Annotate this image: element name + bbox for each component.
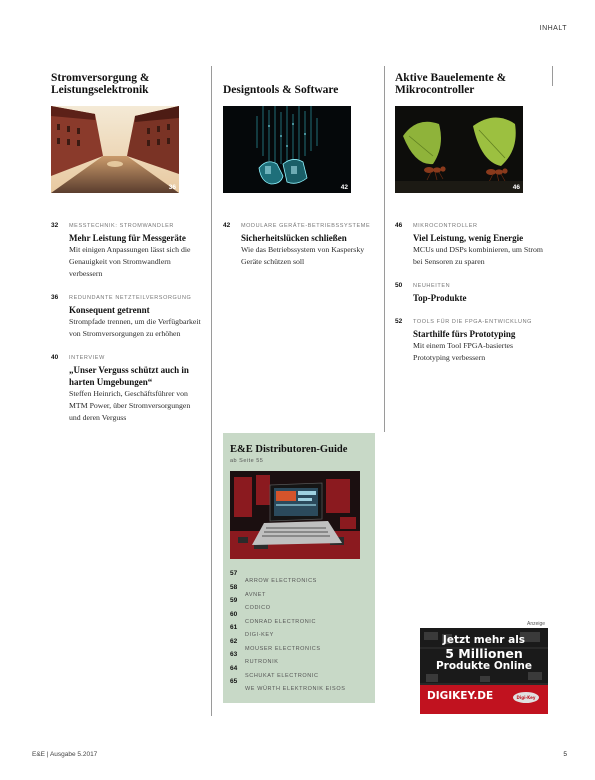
circuit-board-laptop-photo[interactable] (230, 471, 360, 559)
page-number: 42 (223, 222, 231, 229)
article-description: Mit einem Tool FPGA-basiertes Prototyping verbessern (413, 341, 514, 362)
article-title: „Unser Verguss schützt auch in harten Umgebungen“ (69, 365, 189, 387)
column-components (395, 72, 545, 378)
guide-entry[interactable] (230, 583, 368, 597)
page-number: 46 (395, 222, 403, 229)
guide-title: E&E Distributoren-Guide (230, 444, 348, 455)
page-number: 50 (395, 282, 403, 289)
toc-entry[interactable] (51, 354, 201, 424)
toc-entry[interactable] (395, 282, 545, 304)
page-number: 64 (230, 664, 238, 672)
article-title: Konsequent getrennt (69, 305, 150, 315)
guide-entry[interactable] (230, 650, 368, 664)
digikey-logo-icon: Digi-Key (511, 690, 541, 705)
toc-entry[interactable] (51, 222, 201, 280)
digital-hand-photo[interactable] (223, 106, 351, 193)
article-category: MODULARE GERÄTE-BETRIEBSSYSTEME (241, 223, 371, 229)
guide-subtitle: ab Seite 55 (230, 458, 264, 464)
distributor-name: WE WÜRTH ELEKTRONIK EISOS (245, 686, 346, 692)
distributor-name: MOUSER ELECTRONICS (245, 645, 321, 652)
article-title: Sicherheitslücken schließen (241, 233, 347, 243)
article-category: REDUNDANTE NETZTEILVERSORGUNG (69, 295, 192, 301)
distributor-name: SCHUKAT ELECTRONIC (245, 672, 319, 679)
image-page-number: 46 (512, 184, 520, 191)
column-divider (384, 66, 385, 432)
guide-entry[interactable] (230, 596, 368, 610)
article-description: Wie das Betriebssystem von Kaspersky Geräte schützen soll (241, 245, 365, 266)
page-number: 59 (230, 597, 238, 604)
page-number: 65 (230, 678, 238, 685)
footer-page-number: 5 (563, 751, 567, 758)
toc-entry[interactable] (395, 222, 545, 268)
article-category: INTERVIEW (69, 355, 105, 361)
column-divider (211, 66, 212, 716)
column-title: Designtools & Software (223, 84, 339, 96)
ad-line-3: Produkte Online (435, 660, 533, 672)
distributor-name: DIGI-KEY (245, 632, 274, 638)
distributor-name: ARROW ELECTRONICS (245, 578, 317, 584)
guide-entry[interactable] (230, 569, 368, 583)
page-number: 63 (230, 651, 238, 658)
article-category: MESSTECHNIK: STROMWANDLER (69, 223, 174, 229)
distributor-name: CONRAD ELECTRONIC (245, 618, 317, 625)
article-category: TOOLS FÜR DIE FPGA-ENTWICKLUNG (413, 319, 533, 325)
article-title: Starthilfe fürs Prototyping (413, 329, 516, 339)
page-number: 57 (230, 570, 238, 577)
digikey-advertisement[interactable] (420, 628, 548, 714)
article-description: Strompfade trennen, um die Verfügbarkeit von Stromversorgungen zu erhöhen (69, 317, 201, 338)
article-title: Mehr Leistung für Messgeräte (69, 233, 186, 243)
image-page-number: 42 (340, 184, 348, 191)
page-number: 60 (230, 610, 238, 618)
page-number: 52 (395, 318, 403, 325)
toc-entry[interactable] (395, 318, 545, 364)
ad-brand-url: DIGIKEY.DE (427, 690, 494, 702)
distributor-name: RUTRONIK (245, 659, 279, 665)
image-page-number: 36 (168, 184, 176, 191)
page-number: 36 (51, 294, 59, 301)
guide-entry[interactable] (230, 623, 368, 637)
article-description: Mit einigen Anpassungen lässt sich die Genauigkeit von Stromwandlern verbessern (69, 245, 191, 278)
article-title: Viel Leistung, wenig Energie (413, 233, 524, 243)
ad-headline (420, 634, 548, 673)
ad-line-1: Jetzt mehr als (442, 634, 526, 646)
distributor-name: CODICO (245, 605, 271, 611)
article-description: Steffen Heinrich, Geschäftsführer von MTM Power, über Stromversorgungen und deren Verguss (69, 389, 191, 422)
ad-label: Anzeige (527, 621, 546, 627)
column-power (51, 72, 201, 438)
toc-entry[interactable] (51, 294, 201, 340)
warehouse-canal-photo[interactable] (51, 106, 179, 193)
leaf-cutter-ants-photo[interactable] (395, 106, 523, 193)
guide-entry[interactable] (230, 664, 368, 678)
page-number: 32 (51, 222, 59, 229)
guide-entry[interactable] (230, 677, 368, 691)
page-number: 40 (51, 354, 59, 361)
distributor-guide-box (223, 433, 375, 703)
column-divider (552, 66, 553, 86)
guide-entry[interactable] (230, 637, 368, 651)
ad-line-2: 5 Millionen (445, 646, 523, 661)
article-category: MIKROCONTROLLER (413, 223, 478, 229)
page-number: 61 (230, 624, 238, 631)
guide-entry[interactable] (230, 610, 368, 624)
footer-issue: E&E | Ausgabe 5.2017 (32, 751, 98, 758)
article-description: MCUs und DSPs kombinieren, um Strom bei Sensoren zu sparen (413, 245, 543, 266)
page-number: 58 (230, 583, 238, 591)
distributor-name: AVNET (245, 591, 266, 598)
column-title: Aktive Bauelemente & Mikrocontroller (395, 72, 507, 96)
page-number: 62 (230, 637, 238, 645)
toc-entry[interactable] (223, 222, 373, 268)
section-label: INHALT (539, 25, 567, 32)
column-title: Stromversorgung & Leistungselektronik (51, 72, 150, 96)
column-software (223, 72, 373, 282)
article-title: Top-Produkte (413, 293, 467, 303)
article-category: NEUHEITEN (413, 283, 451, 289)
